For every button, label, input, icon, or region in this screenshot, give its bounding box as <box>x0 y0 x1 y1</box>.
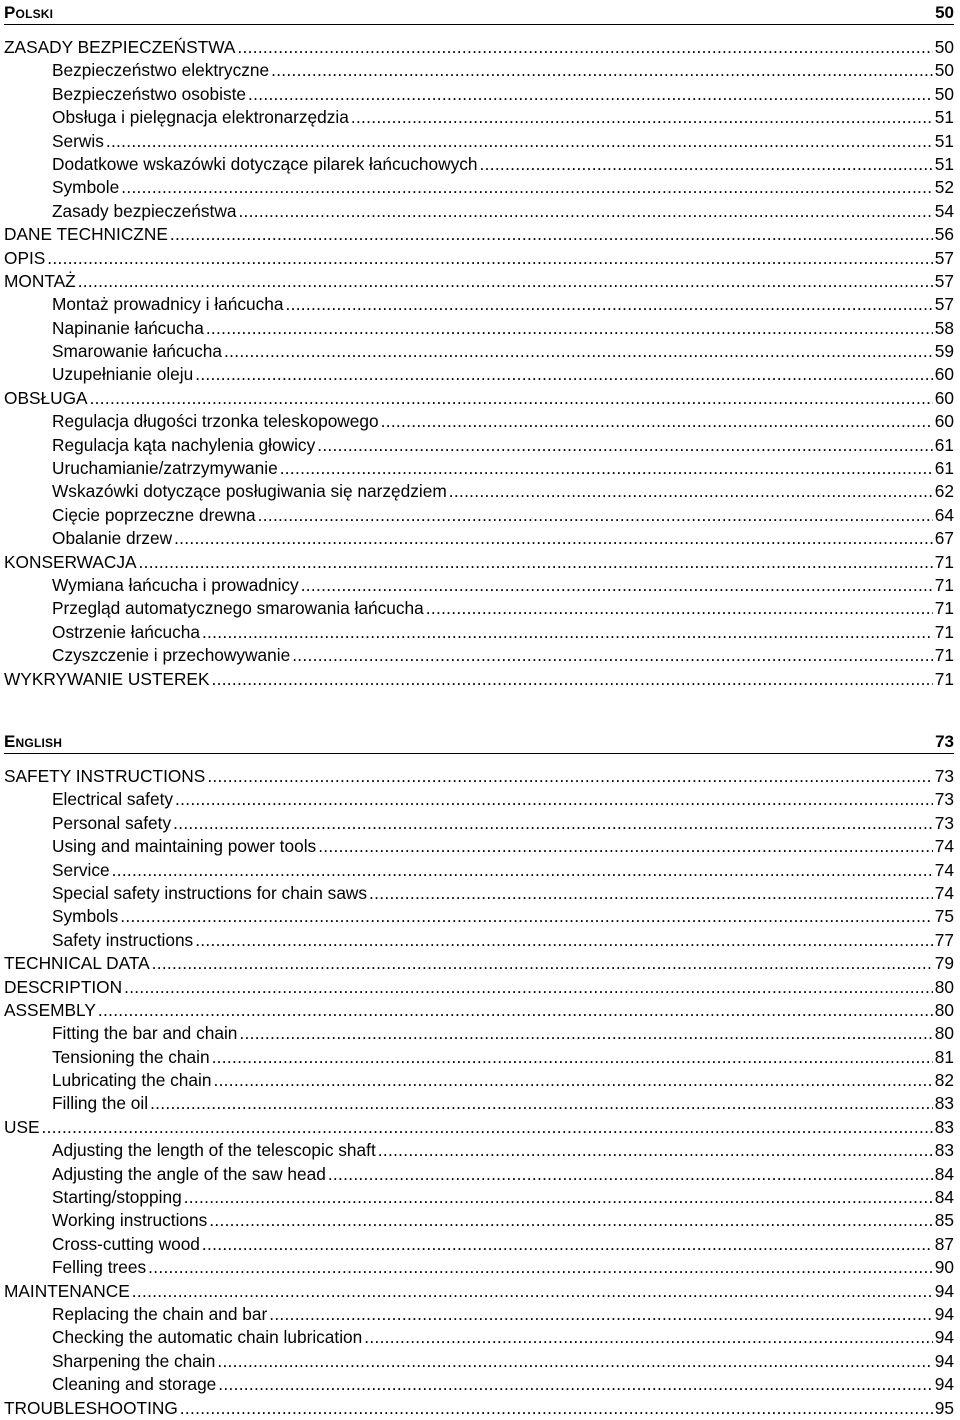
toc-entry-page: 57 <box>934 294 954 315</box>
toc-entry-page: 80 <box>934 999 954 1020</box>
toc-entry[interactable] <box>4 363 954 386</box>
toc-entry[interactable] <box>4 1326 954 1349</box>
toc-entry-label: Tensioning the chain <box>52 1046 210 1067</box>
toc-dot-leader <box>317 434 933 457</box>
toc-entry-page: 85 <box>934 1210 954 1231</box>
toc-dot-leader <box>106 130 933 153</box>
toc-entry-label: Filling the oil <box>52 1093 149 1114</box>
toc-entry-label: WYKRYWANIE USTEREK <box>4 668 210 689</box>
toc-entry-page: 74 <box>934 859 954 880</box>
toc-dot-leader <box>152 952 933 975</box>
toc-entry-label: TROUBLESHOOTING <box>4 1397 178 1418</box>
toc-entry-label: Uruchamianie/zatrzymywanie <box>52 458 278 479</box>
toc-dot-leader <box>426 597 933 620</box>
toc-entry[interactable] <box>4 176 954 199</box>
toc-dot-leader <box>364 1326 932 1349</box>
toc-entry[interactable] <box>4 527 954 550</box>
toc-entry-label: Adjusting the angle of the saw head <box>52 1163 326 1184</box>
toc-dot-leader <box>301 574 933 597</box>
toc-entry-page: 57 <box>934 247 954 268</box>
toc-dot-leader <box>271 59 933 82</box>
toc-entry-page: 54 <box>934 200 954 221</box>
toc-dot-leader <box>132 1280 933 1303</box>
toc-entry[interactable] <box>4 1256 954 1279</box>
toc-entry-page: 73 <box>934 789 954 810</box>
toc-entry-page: 84 <box>934 1163 954 1184</box>
toc-dot-leader <box>378 1139 933 1162</box>
toc-entry[interactable] <box>4 668 954 691</box>
toc-entry-label: Serwis <box>52 130 104 151</box>
toc-dot-leader <box>239 1022 932 1045</box>
toc-entry-label: Smarowanie łańcucha <box>52 341 223 362</box>
toc-entry[interactable] <box>4 387 954 410</box>
section-page-number: 73 <box>935 732 954 751</box>
toc-entry-label: Wymiana łańcucha i prowadnicy <box>52 574 299 595</box>
toc-dot-leader <box>174 527 933 550</box>
toc-dot-leader <box>139 551 933 574</box>
toc-entry-label: Bezpieczeństwo elektryczne <box>52 60 270 81</box>
toc-dot-leader <box>202 1233 933 1256</box>
toc-entry-page: 50 <box>934 37 954 57</box>
toc-entry-label: Przegląd automatycznego smarowania łańcucha <box>52 598 424 619</box>
toc-entry[interactable] <box>4 106 954 129</box>
toc-entry-label: Checking the automatic chain lubrication <box>52 1327 363 1348</box>
toc-entry-label: Ostrzenie łańcucha <box>52 621 200 642</box>
toc-dot-leader <box>258 504 933 527</box>
toc-entry[interactable] <box>4 1280 954 1303</box>
toc-dot-leader <box>224 340 933 363</box>
toc-entry[interactable] <box>4 340 954 363</box>
toc-dot-leader <box>381 410 933 433</box>
toc-entry-label: Obalanie drzew <box>52 528 173 549</box>
toc-dot-leader <box>280 457 933 480</box>
toc-entry-label: OPIS <box>4 247 46 268</box>
toc-entry[interactable] <box>4 812 954 835</box>
toc-entry[interactable] <box>4 457 954 480</box>
toc-entry-label: Cleaning and storage <box>52 1374 217 1395</box>
toc-entry-page: 94 <box>934 1374 954 1395</box>
toc-dot-leader <box>286 293 933 316</box>
toc-entry[interactable] <box>4 999 954 1022</box>
toc-dot-leader <box>78 270 933 293</box>
toc-entry[interactable] <box>4 597 954 620</box>
toc-entry[interactable] <box>4 929 954 952</box>
toc-entry-label: Bezpieczeństwo osobiste <box>52 83 247 104</box>
toc-entry[interactable] <box>4 1069 954 1092</box>
toc-dot-leader <box>480 153 933 176</box>
toc-entry-page: 58 <box>934 317 954 338</box>
toc-entry-page: 94 <box>934 1280 954 1301</box>
toc-entry-label: Regulacja długości trzonka teleskopowego <box>52 411 379 432</box>
toc-entry-label: Cięcie poprzeczne drewna <box>52 504 256 525</box>
toc-entry-page: 83 <box>934 1093 954 1114</box>
toc-entry-page: 80 <box>934 976 954 997</box>
toc-entry-label: MAINTENANCE <box>4 1280 130 1301</box>
toc-entry-page: 51 <box>934 153 954 174</box>
toc-entry[interactable] <box>4 1092 954 1115</box>
toc-entry[interactable] <box>4 434 954 457</box>
toc-entry-page: 73 <box>934 812 954 833</box>
toc-entry[interactable] <box>4 1186 954 1209</box>
toc-dot-leader <box>449 480 933 503</box>
toc-entry[interactable] <box>4 130 954 153</box>
toc-entry-page: 74 <box>934 882 954 903</box>
section-header-english <box>4 729 954 754</box>
toc-dot-leader <box>47 247 932 270</box>
toc-entry-label: Symbols <box>52 906 119 927</box>
toc-entry[interactable] <box>4 1303 954 1326</box>
toc-entry-page: 71 <box>934 668 954 689</box>
toc-entry-page: 94 <box>934 1303 954 1324</box>
toc-entry-page: 84 <box>934 1187 954 1208</box>
toc-entry-page: 79 <box>934 953 954 974</box>
toc-entry[interactable] <box>4 293 954 316</box>
toc-entry[interactable] <box>4 153 954 176</box>
toc-entry[interactable] <box>4 1233 954 1256</box>
toc-entry-page: 71 <box>934 598 954 619</box>
toc-dot-leader <box>318 835 933 858</box>
toc-dot-leader <box>112 859 933 882</box>
toc-entry-page: 71 <box>934 645 954 666</box>
toc-entry-page: 57 <box>934 270 954 291</box>
toc-entry[interactable] <box>4 504 954 527</box>
section-title: Polski <box>4 3 54 22</box>
toc-entry-page: 73 <box>934 766 954 786</box>
toc-dot-leader <box>150 1092 933 1115</box>
toc-entry[interactable] <box>4 905 954 928</box>
toc-entry-page: 56 <box>934 224 954 245</box>
toc-entry-label: Felling trees <box>52 1257 147 1278</box>
toc-entry-page: 61 <box>934 434 954 455</box>
toc-entry-label: Replacing the chain and bar <box>52 1303 268 1324</box>
toc-entry[interactable] <box>4 317 954 340</box>
toc-entry[interactable] <box>4 574 954 597</box>
toc-dot-leader <box>212 668 933 691</box>
toc-dot-leader <box>269 1303 933 1326</box>
toc-dot-leader <box>207 765 932 788</box>
toc-entry-label: MONTAŻ <box>4 270 76 291</box>
toc-entry-page: 82 <box>934 1070 954 1091</box>
toc-entry[interactable] <box>4 976 954 999</box>
toc-dot-leader <box>98 999 933 1022</box>
toc-entry[interactable] <box>4 644 954 667</box>
toc-dot-leader <box>218 1373 932 1396</box>
toc-entry[interactable] <box>4 621 954 644</box>
toc-entry[interactable] <box>4 1163 954 1186</box>
toc-entry-label: ZASADY BEZPIECZEŃSTWA <box>4 37 236 57</box>
toc-entry[interactable] <box>4 551 954 574</box>
toc-entry-label: OBSŁUGA <box>4 387 88 408</box>
toc-dot-leader <box>175 788 933 811</box>
toc-entry-page: 62 <box>934 481 954 502</box>
toc-entry[interactable] <box>4 1046 954 1069</box>
toc-dot-leader <box>209 1209 932 1232</box>
toc-entry[interactable] <box>4 200 954 223</box>
toc-dot-leader <box>173 812 933 835</box>
toc-entry-page: 77 <box>934 929 954 950</box>
toc-entry-label: Fitting the bar and chain <box>52 1023 238 1044</box>
toc-entry-label: Uzupełnianie oleju <box>52 364 194 385</box>
toc-entry-page: 94 <box>934 1350 954 1371</box>
toc-dot-leader <box>369 882 933 905</box>
toc-list <box>4 36 954 691</box>
toc-dot-leader <box>217 1350 932 1373</box>
toc-dot-leader <box>170 223 933 246</box>
toc-entry[interactable] <box>4 1116 954 1139</box>
toc-entry[interactable] <box>4 1022 954 1045</box>
toc-entry-label: Safety instructions <box>52 929 194 950</box>
toc-entry-label: Cross-cutting wood <box>52 1233 200 1254</box>
toc-entry[interactable] <box>4 1350 954 1373</box>
toc-dot-leader <box>202 621 933 644</box>
toc-dot-leader <box>212 1046 933 1069</box>
toc-entry-page: 64 <box>934 504 954 525</box>
toc-entry[interactable] <box>4 1139 954 1162</box>
toc-entry-page: 87 <box>934 1233 954 1254</box>
toc-entry-label: DANE TECHNICZNE <box>4 224 168 245</box>
toc-entry-page: 60 <box>934 411 954 432</box>
toc-entry[interactable] <box>4 270 954 293</box>
toc-entry-page: 83 <box>934 1116 954 1137</box>
toc-dot-leader <box>351 106 933 129</box>
toc-entry[interactable] <box>4 410 954 433</box>
toc-entry-page: 51 <box>934 107 954 128</box>
section-header-polski <box>4 0 954 25</box>
toc-entry-label: Special safety instructions for chain saws <box>52 882 368 903</box>
toc-entry-page: 71 <box>934 574 954 595</box>
toc-dot-leader <box>121 176 933 199</box>
toc-entry-label: Personal safety <box>52 812 172 833</box>
toc-section-english <box>4 729 954 1420</box>
toc-entry-label: TECHNICAL DATA <box>4 953 150 974</box>
toc-entry-page: 67 <box>934 528 954 549</box>
toc-entry[interactable] <box>4 859 954 882</box>
toc-entry-label: KONSERWACJA <box>4 551 137 572</box>
toc-entry[interactable] <box>4 480 954 503</box>
toc-entry[interactable] <box>4 952 954 975</box>
toc-dot-leader <box>124 976 933 999</box>
toc-entry-label: Lubricating the chain <box>52 1070 212 1091</box>
toc-entry-label: Electrical safety <box>52 789 174 810</box>
toc-entry-page: 90 <box>934 1257 954 1278</box>
toc-entry-label: Zasady bezpieczeństwa <box>52 200 237 221</box>
toc-entry[interactable] <box>4 59 954 82</box>
toc-entry-label: Sharpening the chain <box>52 1350 216 1371</box>
toc-dot-leader <box>90 387 933 410</box>
toc-entry-label: Service <box>52 859 110 880</box>
toc-entry-label: Symbole <box>52 177 120 198</box>
toc-entry-page: 51 <box>934 130 954 151</box>
toc-entry-label: Using and maintaining power tools <box>52 836 317 857</box>
toc-entry[interactable] <box>4 223 954 246</box>
toc-entry[interactable] <box>4 36 954 59</box>
toc-entry[interactable] <box>4 765 954 788</box>
toc-entry-page: 80 <box>934 1023 954 1044</box>
toc-entry-page: 60 <box>934 387 954 408</box>
toc-entry[interactable] <box>4 1209 954 1232</box>
toc-entry[interactable] <box>4 788 954 811</box>
toc-dot-leader <box>238 200 932 223</box>
section-page-number: 50 <box>935 3 954 22</box>
toc-entry[interactable] <box>4 835 954 858</box>
toc-dot-leader <box>213 1069 932 1092</box>
toc-entry-label: Wskazówki dotyczące posługiwania się narzędziem <box>52 481 447 502</box>
toc-dot-leader <box>184 1186 933 1209</box>
toc-entry-label: ASSEMBLY <box>4 999 96 1020</box>
toc-entry-label: Napinanie łańcucha <box>52 317 204 338</box>
toc-entry-label: Starting/stopping <box>52 1187 182 1208</box>
toc-entry-label: Dodatkowe wskazówki dotyczące pilarek łańcuchowych <box>52 153 478 174</box>
toc-dot-leader <box>206 317 933 340</box>
toc-list <box>4 765 954 1420</box>
toc-entry[interactable] <box>4 1397 954 1420</box>
toc-dot-leader <box>148 1256 933 1279</box>
toc-entry-label: Adjusting the length of the telescopic shaft <box>52 1140 376 1161</box>
toc-entry-label: Working instructions <box>52 1210 208 1231</box>
toc-entry-page: 61 <box>934 458 954 479</box>
toc-entry-label: Czyszczenie i przechowywanie <box>52 645 291 666</box>
toc-entry-page: 83 <box>934 1140 954 1161</box>
toc-entry[interactable] <box>4 1373 954 1396</box>
toc-entry-page: 95 <box>934 1397 954 1418</box>
toc-dot-leader <box>328 1163 933 1186</box>
toc-entry-page: 81 <box>934 1046 954 1067</box>
toc-entry-label: Montaż prowadnicy i łańcucha <box>52 294 284 315</box>
toc-dot-leader <box>42 1116 933 1139</box>
toc-entry[interactable] <box>4 83 954 106</box>
toc-entry-page: 60 <box>934 364 954 385</box>
toc-entry-page: 74 <box>934 836 954 857</box>
toc-dot-leader <box>195 929 933 952</box>
toc-section-polski <box>4 0 954 691</box>
toc-entry-page: 50 <box>934 83 954 104</box>
toc-entry[interactable] <box>4 247 954 270</box>
toc-entry-label: USE <box>4 1116 40 1137</box>
toc-dot-leader <box>120 905 933 928</box>
toc-dot-leader <box>180 1397 933 1420</box>
toc-entry-page: 71 <box>934 621 954 642</box>
toc-entry-page: 71 <box>934 551 954 572</box>
toc-entry-page: 50 <box>934 60 954 81</box>
toc-entry[interactable] <box>4 882 954 905</box>
toc-entry-page: 52 <box>934 177 954 198</box>
toc-entry-label: Obsługa i pielęgnacja elektronarzędzia <box>52 107 349 128</box>
toc-entry-label: SAFETY INSTRUCTIONS <box>4 766 206 786</box>
toc-entry-page: 75 <box>934 906 954 927</box>
toc-entry-label: DESCRIPTION <box>4 976 123 997</box>
toc-entry-page: 59 <box>934 341 954 362</box>
toc-dot-leader <box>237 36 932 59</box>
toc-entry-label: Regulacja kąta nachylenia głowicy <box>52 434 316 455</box>
toc-dot-leader <box>292 644 933 667</box>
toc-dot-leader <box>248 83 933 106</box>
toc-dot-leader <box>195 363 933 386</box>
section-title: English <box>4 732 63 751</box>
toc-entry-page: 94 <box>934 1327 954 1348</box>
